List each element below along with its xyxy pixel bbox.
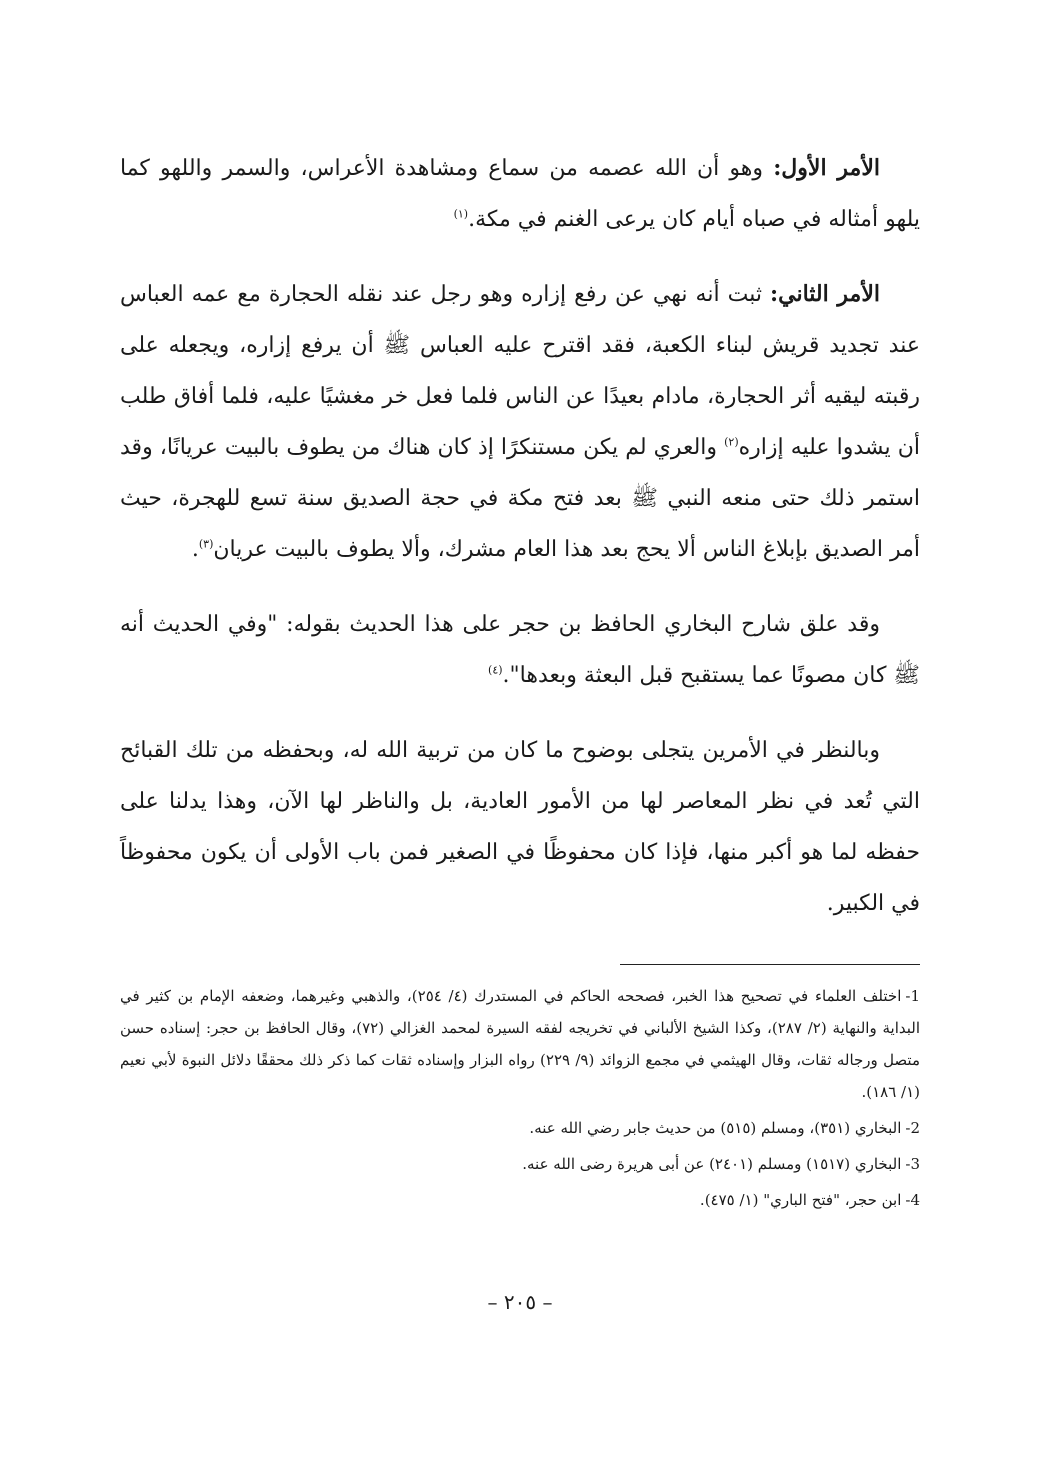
- paragraph-second-matter: [120, 269, 920, 575]
- footnote-ref[interactable]: (٣): [198, 537, 214, 551]
- paragraph-text: وبالنظر في الأمرين يتجلى بوضوح ما كان من تربية الله له، وبحفظه من تلك القبائح التي تُعد في نظر المعاصر لها من الأمور العادية، بل والناظر لها الآن، وهذا يدلنا على حفظه لما هو أكبر منها، فإذا كان محفوظًا في الصغير فمن باب الأولى أن يكون محفوظاً في الكبير.: [120, 738, 920, 916]
- footnote-number: 4-: [905, 1191, 920, 1209]
- footnote-item: [120, 1184, 920, 1216]
- paragraph-text: ثبت أنه نهي عن رفع إزاره وهو رجل عند نقله الحجارة مع عمه العباس عند تجديد قريش لبناء الكعبة، فقد اقترح عليه العباس ﷺ أن يرفع إزاره، ويجعله على رقبته ليقيه أثر الحجارة، مادام بعيدًا عن الناس فلما فعل خر مغشيًا عليه، فلما أفاق طلب أن يشدوا عليه إزاره: [120, 282, 921, 460]
- footnote-text: البخاري (٣٥١)، ومسلم (٥١٥) من حديث جابر رضي الله عنه.: [529, 1119, 902, 1137]
- footnote-item: [120, 980, 920, 1108]
- paragraph-conclusion: [120, 725, 920, 929]
- footnote-number: 3-: [905, 1155, 920, 1173]
- paragraph-text: وقد علق شارح البخاري الحافظ بن حجر على هذا الحديث بقوله: "وفي الحديث أنه ﷺ كان مصونًا عما يستقبح قبل البعثة وبعدها".: [120, 612, 920, 688]
- paragraph-text: وهو أن الله عصمه من سماع ومشاهدة الأعراس، والسمر واللهو كما يلهو أمثاله في صباه أيام كان يرعى الغنم في مكة.: [120, 156, 920, 232]
- paragraph-ibn-hajar: [120, 599, 920, 701]
- footnote-ref[interactable]: (٤): [488, 663, 503, 677]
- page-number: – ٢٠٥ –: [487, 1290, 553, 1314]
- footnote-text: اختلف العلماء في تصحيح هذا الخبر، فصححه الحاكم في المستدرك (٤/ ٢٥٤)، والذهبي وغيرهما، وضعفه الإمام بن كثير في البداية والنهاية (٢/ ٢٨٧)، وكذا الشيخ الألباني في تخريجه لفقه السيرة لمحمد الغزالي (٧٢)، وقال الحافظ بن حجر: إسناده حسن متصل ورجاله ثقات، وقال الهيثمي في مجمع الزوائد (٩/ ٢٢٩) رواه البزار وإسناده ثقات كما ذكر ذلك محققًا دلائل النبوة لأبي نعيم (١/ ١٨٦).: [120, 987, 920, 1101]
- footnote-number: 2-: [905, 1119, 920, 1137]
- paragraph-text: والعري لم يكن مستنكرًا إذ كان هناك من يطوف بالبيت عريانًا، وقد استمر ذلك حتى منعه النبي ﷺ بعد فتح مكة في حجة الصديق سنة تسع للهجرة، حيث أمر الصديق بإبلاغ الناس ألا يحج بعد هذا العام مشرك، وألا يطوف بالبيت عريان: [120, 435, 920, 562]
- footnote-divider: [620, 964, 920, 965]
- footnote-text: ابن حجر، "فتح الباري" (١/ ٤٧٥).: [699, 1191, 902, 1209]
- footnote-item: [120, 1112, 920, 1144]
- footnote-number: 1-: [905, 987, 920, 1005]
- paragraph-first-matter: [120, 143, 920, 245]
- paragraph-tail: .: [191, 537, 199, 562]
- paragraph-lead: الأمر الأول:: [773, 155, 880, 181]
- footnotes: [120, 980, 920, 1220]
- footnote-item: [120, 1148, 920, 1180]
- footnote-ref[interactable]: (١): [453, 207, 469, 221]
- paragraph-lead: الأمر الثاني:: [769, 281, 880, 307]
- footnote-ref[interactable]: (٢): [724, 435, 739, 449]
- body-text: [120, 143, 920, 953]
- footnote-text: البخاري (١٥١٧) ومسلم (٢٤٠١) عن أبى هريرة رضى الله عنه.: [522, 1155, 902, 1173]
